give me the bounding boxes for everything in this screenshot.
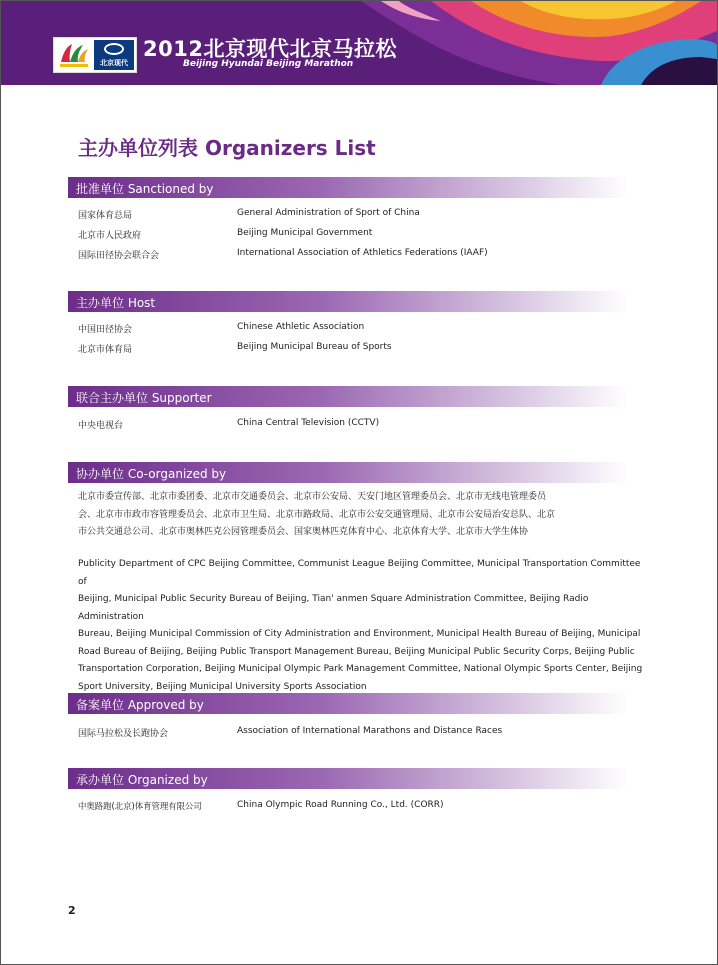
org-name-en: Chinese Athletic Association	[237, 322, 365, 332]
section-label: 承办单位 Organized by	[76, 773, 208, 787]
org-name-zh: 中国田径协会	[78, 325, 133, 335]
sponsor-logo-text: 北京现代	[100, 59, 128, 67]
header-banner	[1, 1, 717, 85]
hyundai-emblem-icon	[104, 43, 124, 55]
org-name-zh: 国际马拉松及长跑协会	[78, 729, 169, 739]
section-label: 主办单位 Host	[76, 296, 156, 310]
section-bar-coorganized	[68, 462, 628, 483]
org-name-en: Beijing Municipal Bureau of Sports	[237, 342, 392, 352]
coorganizers-zh-line: 会、北京市市政市容管理委员会、北京市卫生局、北京市路政局、北京市公安交通管理局、北京市公安局治安总队、北京	[78, 509, 556, 520]
section-bar-approved	[68, 693, 628, 714]
coorganizers-en-line: Sport University, Beijing Municipal University Sports Association	[78, 681, 367, 692]
coorganizers-zh	[78, 489, 644, 542]
section-bar-host	[68, 291, 628, 312]
org-name-en: General Administration of Sport of China	[237, 208, 420, 218]
page-number: 2	[68, 904, 76, 917]
org-name-en: International Association of Athletics Federations (IAAF)	[237, 248, 488, 258]
org-name-zh: 北京市体育局	[78, 345, 133, 355]
page-title: 主办单位列表 Organizers List	[78, 136, 376, 160]
logo-group	[53, 37, 137, 73]
coorganizers-en-line: Road Bureau of Beijing, Beijing Public Transport Management Bureau, Beijing Municipal Public Security Corps, Beijing Public	[78, 646, 635, 657]
org-name-zh: 国家体育总局	[78, 211, 133, 221]
coorganizers-en-line: Beijing, Municipal Public Security Bureau of Beijing, Tian' anmen Square Administration Committee, Beijing Radio Administration	[78, 594, 589, 622]
section-label: 备案单位 Approved by	[76, 698, 204, 712]
section-label: 批准单位 Sanctioned by	[76, 182, 214, 196]
org-name-en: Beijing Municipal Government	[237, 228, 373, 238]
coorganizers-en-line: Bureau, Beijing Municipal Commission of City Administration and Environment, Municipal Health Bureau of Beijing, Municipal	[78, 629, 641, 639]
org-name-en: Association of International Marathons and Distance Races	[237, 726, 503, 736]
header-title: 2012北京现代北京马拉松	[143, 37, 397, 61]
coorganizers-en	[78, 556, 644, 696]
section-bar-supporter	[68, 386, 628, 407]
section-bar-organized	[68, 768, 628, 789]
hyundai-logo-icon	[94, 40, 134, 70]
section-bar-sanctioned	[68, 177, 628, 198]
section-label: 协办单位 Co-organized by	[76, 467, 227, 481]
coorganizers-en-line: Transportation Corporation, Beijing Municipal Olympic Park Management Committee, National Olympic Sports Center, Beijing	[78, 664, 643, 674]
org-name-en: China Central Television (CCTV)	[237, 418, 380, 428]
org-name-zh: 北京市人民政府	[78, 231, 142, 241]
org-name-zh: 中奥路跑(北京)体育管理有限公司	[78, 801, 202, 811]
section-label: 联合主办单位 Supporter	[76, 391, 212, 405]
coorganizers-en-line: Publicity Department of CPC Beijing Committee, Communist League Beijing Committee, Municipal Transportation Committee of	[78, 559, 641, 587]
org-name-zh: 国际田径协会联合会	[78, 251, 160, 261]
header-subtitle: Beijing Hyundai Beijing Marathon	[183, 59, 354, 69]
org-name-zh: 中央电视台	[78, 421, 124, 431]
beijing-marathon-logo-icon	[56, 40, 92, 70]
coorganizers-zh-line: 市公共交通总公司、北京市奥林匹克公园管理委员会、国家奥林匹克体育中心、北京体育大学、北京市大学生体协	[78, 527, 529, 537]
org-name-en: China Olympic Road Running Co., Ltd. (CORR)	[237, 800, 444, 810]
coorganizers-zh-line: 北京市委宣传部、北京市委团委、北京市交通委员会、北京市公安局、天安门地区管理委员会、北京市无线电管理委员	[78, 492, 547, 502]
